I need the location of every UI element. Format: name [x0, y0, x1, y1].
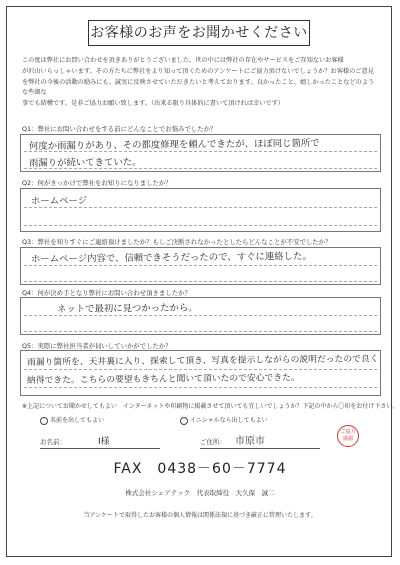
- stamp-text: ご協力: [340, 429, 356, 435]
- stamp-text: 感謝: [342, 436, 353, 442]
- intro-line: を弊社の今後の活動の励みにも、誠実に反映させていただきたいと考えております。良かったこと、嬉しかったことなどのような些細な: [22, 78, 375, 97]
- intro-line: が沢山いらっしゃいます。その方たちに弊社をより知って頂くためのアンケートにご協力頂けないでしょうか？お客様のご意見: [22, 67, 374, 75]
- question-1: Q1：弊社にお問い合わせをする前にどんなことでお悩みでしたか？: [22, 125, 217, 133]
- answer-box-3[interactable]: [20, 247, 381, 285]
- ruled-line: [24, 369, 377, 370]
- ruled-line: [24, 315, 377, 316]
- address-underline: [200, 448, 320, 449]
- company-name: 株式会社シェアテック 代表取締役 大久保 誠二: [125, 489, 275, 497]
- answer-box-5[interactable]: [20, 350, 381, 396]
- intro-line: この度は弊社にお問い合わせを頂きありがとうございました。世の中には弊社の存在やサービスをご存知ないお客様: [22, 57, 344, 64]
- handwritten-answer: ホームページ内容で、信頼できそうだったので、すぐに連絡した。: [30, 251, 312, 265]
- handwritten-answer: ホームページ: [30, 195, 88, 207]
- ruled-line: [24, 225, 377, 226]
- ruled-line: [24, 207, 377, 208]
- answer-box-1[interactable]: [20, 134, 381, 172]
- radio-circle-icon[interactable]: [40, 417, 48, 425]
- handwritten-answer: 雨漏りが続いてきていた。: [28, 156, 142, 169]
- ruled-line: [24, 331, 377, 332]
- handwritten-answer: 雨漏り箇所を、天井裏に入り、探索して頂き、写真を提示しながらの説明だったので良く: [26, 354, 379, 368]
- address-label: ご住所：: [200, 438, 226, 446]
- question-5: Q5：実際に弊社担当者が伺いしていかがでしたか？: [22, 342, 172, 350]
- name-label: お名前：: [40, 438, 66, 446]
- ruled-line: [24, 281, 377, 282]
- question-3: Q3：弊社を知りすぐにご連絡頂けましたか？もしご決断されなかったとしたらどんなことが不安でしたか？: [22, 238, 332, 246]
- option-label: イニシャルなら出してもよい: [190, 417, 268, 424]
- handwritten-answer: 納得できた。こちらの要望もきちんと聞いて頂いたので安心できた。: [26, 373, 300, 386]
- intro-text: [22, 56, 380, 110]
- page-title: お客様のお声をお聞かせください: [88, 20, 310, 46]
- intro-line: 事でも結構です。是非ご協力お願い致します。（出来る限り具体的に書いて頂ければ幸いです）: [22, 100, 284, 108]
- option-initial[interactable]: [180, 415, 268, 425]
- radio-circle-icon[interactable]: [180, 417, 188, 425]
- handwritten-answer: 何度か雨漏りがあり、その都度修理を頼んできたが、ほぼ同じ箇所で: [28, 137, 320, 152]
- ruled-line: [24, 387, 377, 388]
- question-4: Q4：何が決め手となり弊社にお問い合わせ頂きましたか？: [22, 289, 191, 297]
- name-underline: [40, 448, 160, 449]
- question-2: Q2：何がきっかけで弊社をお知りになりましたか？: [22, 179, 172, 187]
- address-value[interactable]: 市原市: [235, 436, 265, 447]
- privacy-notice: 当アンケートで取得したお客様の個人情報は関係法規に基づき厳正に管理いたします。: [83, 512, 317, 519]
- name-value[interactable]: I様: [98, 437, 110, 447]
- handwritten-answer: ネットで最初に見つかったから。: [56, 302, 198, 315]
- option-label: 名前を出してもよい: [50, 417, 105, 424]
- answer-box-4[interactable]: [20, 297, 381, 335]
- fax-number: FAX 0438－60－7774: [113, 461, 287, 477]
- option-name[interactable]: [40, 415, 104, 425]
- seal-stamp-icon: [337, 425, 359, 447]
- answer-box-2[interactable]: [20, 188, 381, 232]
- ruled-line: [24, 265, 377, 266]
- publication-note: ※上記についてお聞かせしてもよい インターネットや印刷物に掲載させて頂いても宜しいでしょうか？下記の中から〇印をお付け下さい。: [22, 403, 399, 410]
